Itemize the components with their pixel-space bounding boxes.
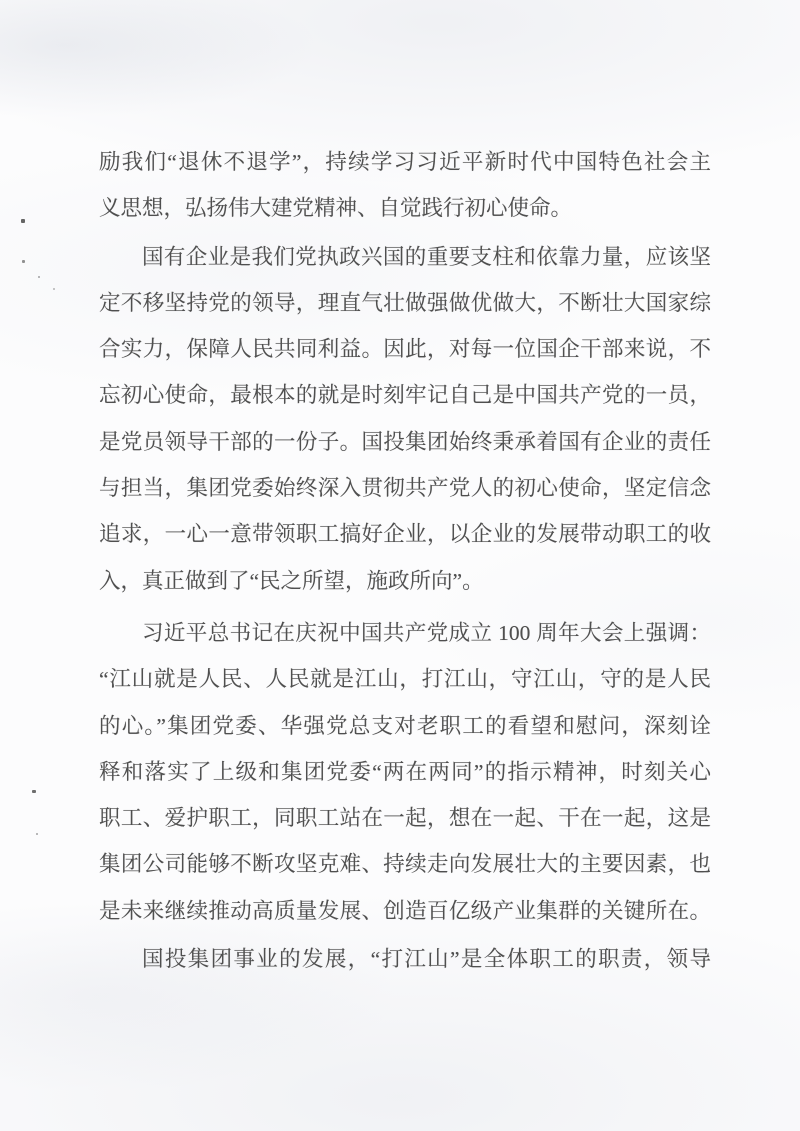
paragraph-3: [99, 610, 711, 934]
text-line: 入，真正做到了“民之所望，施政所向”。: [99, 568, 484, 593]
text-line: 职工、爱护职工，同职工站在一起，想在一起、干在一起，这是: [99, 806, 711, 831]
paragraph-2: [99, 234, 711, 604]
paragraph-1: [99, 139, 711, 232]
text-line: 追求，一心一意带领职工搞好企业，以企业的发展带动职工的收: [99, 522, 711, 547]
text-line: 励我们“退休不退学”，持续学习习近平新时代中国特色社会主: [99, 150, 711, 174]
scan-speck: [36, 833, 38, 835]
text-line: 集团公司能够不断攻坚克难、持续走向发展壮大的主要因素，也: [99, 852, 711, 877]
text-line: 国有企业是我们党执政兴国的重要支柱和依靠力量，应该坚: [142, 244, 711, 269]
paragraph-4: [99, 936, 711, 982]
text-line: 国投集团事业的发展，“打江山”是全体职工的职责，领导: [142, 947, 711, 972]
text-line: 定不移坚持党的领导，理直气壮做强做优做大，不断壮大国家综: [99, 290, 711, 315]
text-line: 义思想，弘扬伟大建党精神、自觉践行初心使命。: [99, 196, 573, 221]
text-line: 的心。”集团党委、华强党总支对老职工的看望和慰问，深刻诠: [99, 713, 711, 738]
text-line: 是未来继续推动高质量发展、创造百亿级产业集群的关键所在。: [99, 898, 711, 923]
scan-speck: [32, 790, 36, 793]
text-line: 是党员领导干部的一份子。国投集团始终秉承着国有企业的责任: [99, 429, 711, 454]
text-line: “江山就是人民、人民就是江山，打江山，守江山，守的是人民: [99, 667, 711, 692]
scan-speck: [38, 276, 40, 278]
scan-speck: [22, 260, 25, 263]
text-line: 习近平总书记在庆祝中国共产党成立 100 周年大会上强调：: [142, 620, 711, 645]
text-line: 释和落实了上级和集团党委“两在两同”的指示精神，时刻关心: [99, 759, 711, 784]
scan-speck: [53, 288, 55, 290]
scan-speck: [21, 219, 25, 223]
document-body: [99, 139, 711, 982]
text-line: 与担当，集团党委始终深入贯彻共产党人的初心使命，坚定信念: [99, 476, 711, 501]
text-line: 合实力，保障人民共同利益。因此，对每一位国企干部来说，不: [99, 337, 711, 362]
text-line: 忘初心使命，最根本的就是时刻牢记自己是中国共产党的一员，: [99, 383, 711, 408]
